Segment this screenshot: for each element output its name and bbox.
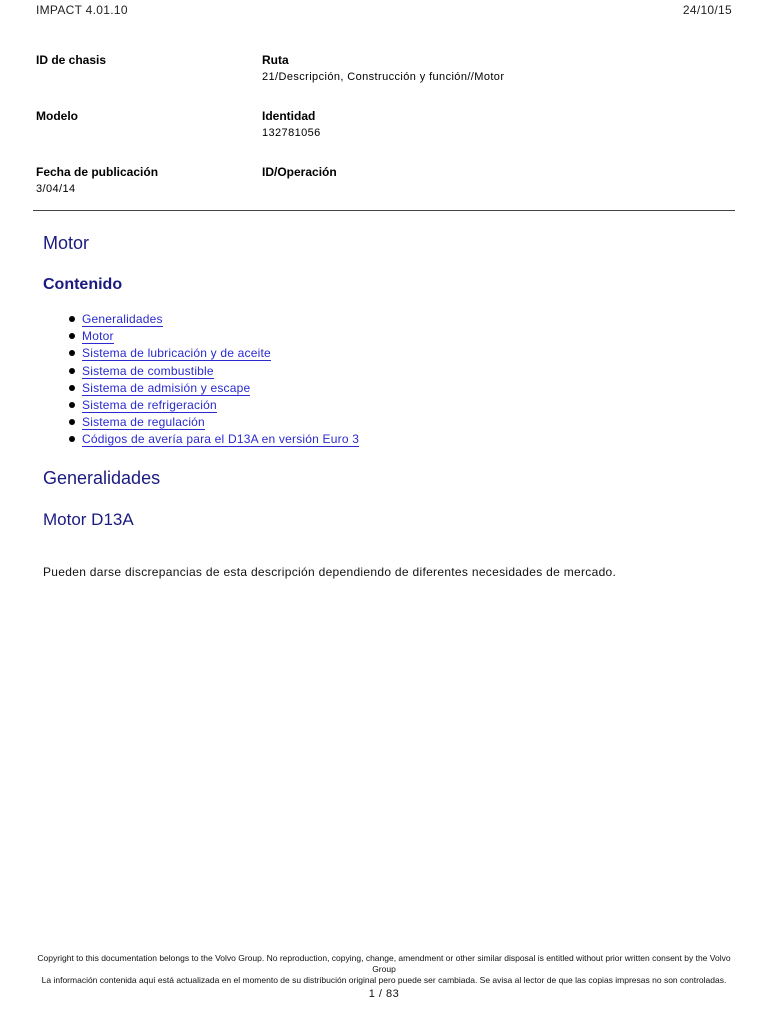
route-value: 21/Descripción, Construcción y función//Motor [262, 71, 505, 83]
app-name: IMPACT 4.01.10 [36, 3, 128, 17]
model-label: Modelo [36, 109, 78, 123]
bullet-icon [69, 402, 75, 408]
toc-link-regulacion[interactable]: Sistema de regulación [82, 415, 205, 430]
toc-link-codigos-averia[interactable]: Códigos de avería para el D13A en versión Euro 3 [82, 432, 360, 447]
publication-date-field [36, 164, 256, 196]
toc-item [68, 414, 359, 431]
operation-field [262, 164, 482, 196]
operation-label: ID/Operación [262, 165, 337, 179]
identity-field [262, 108, 482, 140]
toc-link-lubricacion[interactable]: Sistema de lubricación y de aceite [82, 346, 271, 361]
toc-item [68, 397, 359, 414]
bullet-icon [69, 316, 75, 322]
disclaimer-notice: La información contenida aquí está actualizada en el momento de su distribución original pero puede ser cambiada. Se avisa al lector de que las copias impresas no son controladas. [41, 975, 727, 985]
chassis-field [36, 52, 256, 84]
page-title: Motor [43, 233, 90, 253]
model-field [36, 108, 256, 140]
toc-item [68, 380, 359, 397]
toc-item [68, 363, 359, 380]
bullet-icon [69, 385, 75, 391]
operation-value [262, 182, 482, 196]
document-date: 24/10/15 [682, 3, 732, 17]
toc-heading: Contenido [43, 276, 123, 293]
body-paragraph: Pueden darse discrepancias de esta descripción dependiendo de diferentes necesidades de mercado. [43, 565, 617, 579]
chassis-label: ID de chasis [36, 53, 107, 67]
route-label: Ruta [262, 53, 289, 67]
toc-item [68, 431, 359, 448]
page-header [36, 3, 732, 19]
bullet-icon [69, 368, 75, 374]
toc-link-motor[interactable]: Motor [82, 329, 114, 344]
toc-link-generalidades[interactable]: Generalidades [82, 312, 163, 326]
toc-item [68, 328, 359, 345]
copyright-notice: Copyright to this documentation belongs to the Volvo Group. No reproduction, copying, change, amendment or other similar disposal is entitled without prior written consent by the Volvo Group [37, 953, 731, 974]
page-number: 1 / 83 [368, 988, 400, 1000]
bullet-icon [69, 436, 75, 442]
identity-value: 132781056 [262, 127, 321, 139]
toc-item [68, 345, 359, 362]
bullet-icon [69, 333, 75, 339]
identity-label: Identidad [262, 109, 316, 123]
toc-list [68, 311, 359, 449]
bullet-icon [69, 419, 75, 425]
publication-date-value: 3/04/14 [36, 183, 76, 195]
route-field [262, 52, 722, 84]
publication-date-label: Fecha de publicación [36, 165, 159, 179]
model-value [36, 126, 256, 140]
toc-item [68, 311, 359, 328]
page-footer [30, 953, 738, 1000]
header-divider [33, 210, 735, 211]
subsection-heading: Motor D13A [43, 510, 134, 529]
toc-link-refrigeracion[interactable]: Sistema de refrigeración [82, 397, 217, 412]
chassis-value [36, 70, 256, 84]
section-heading: Generalidades [43, 468, 161, 488]
toc-link-admision-escape[interactable]: Sistema de admisión y escape [82, 380, 251, 395]
bullet-icon [69, 350, 75, 356]
toc-link-combustible[interactable]: Sistema de combustible [82, 363, 214, 378]
